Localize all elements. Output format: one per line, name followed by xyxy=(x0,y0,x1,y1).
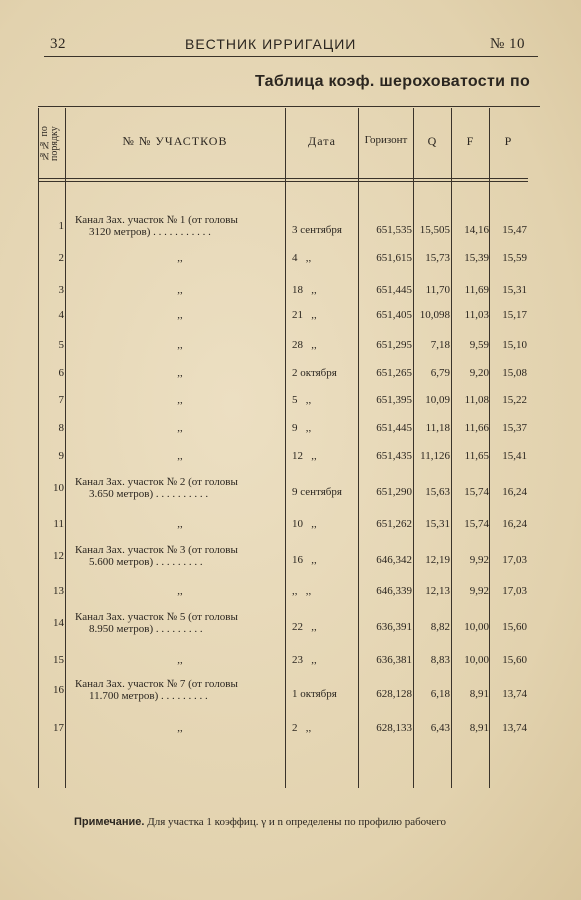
header-horizon: Горизонт xyxy=(364,134,408,146)
ditto-mark: ,, xyxy=(177,450,183,462)
section-description: Канал Зах. участок № 7 (от головы xyxy=(75,678,238,690)
q-cell: 8,83 xyxy=(430,654,450,666)
header-date: Дата xyxy=(308,134,336,148)
issue-number: № 10 xyxy=(490,36,526,52)
section-description-cont: 11.700 метров) . . . . . . . . . xyxy=(89,690,208,702)
table-title: Таблица коэф. шероховатости по xyxy=(255,73,531,90)
f-cell: 14,16 xyxy=(464,224,489,236)
row-number: 7 xyxy=(58,394,64,406)
f-cell: 15,74 xyxy=(464,486,489,498)
date-cell: 22 ,, xyxy=(292,621,317,633)
f-cell: 15,39 xyxy=(464,252,489,264)
p-cell: 13,74 xyxy=(502,688,527,700)
row-number: 10 xyxy=(53,482,64,494)
f-cell: 10,00 xyxy=(464,654,489,666)
f-cell: 9,92 xyxy=(469,554,489,566)
row-number: 6 xyxy=(58,367,64,379)
col-divider-3 xyxy=(358,108,359,788)
f-cell: 9,92 xyxy=(469,585,489,597)
p-cell: 13,74 xyxy=(502,722,527,734)
row-number: 15 xyxy=(53,654,64,666)
f-cell: 11,69 xyxy=(464,284,489,296)
f-cell: 11,03 xyxy=(464,309,489,321)
f-cell: 8,91 xyxy=(469,722,489,734)
row-number: 11 xyxy=(53,518,64,530)
header-rule xyxy=(44,56,538,57)
p-cell: 17,03 xyxy=(502,585,527,597)
journal-title: ВЕСТНИК ИРРИГАЦИИ xyxy=(185,36,357,52)
p-cell: 15,31 xyxy=(502,284,527,296)
date-cell: 18 ,, xyxy=(292,284,317,296)
date-cell: 3 сентября xyxy=(292,224,342,236)
row-number: 4 xyxy=(58,309,64,321)
q-cell: 8,82 xyxy=(430,621,450,633)
col-divider-6 xyxy=(489,108,490,788)
footnote xyxy=(74,816,446,828)
header-f: F xyxy=(466,134,475,148)
footnote-text: Для участка 1 коэффиц. γ и n определены по профилю рабочего xyxy=(147,816,447,828)
horizon-cell: 651,265 xyxy=(376,367,412,379)
q-cell: 6,79 xyxy=(430,367,450,379)
row-number: 8 xyxy=(58,422,64,434)
ditto-mark: ,, xyxy=(177,585,183,597)
table-header-rule-2 xyxy=(38,181,528,182)
p-cell: 17,03 xyxy=(502,554,527,566)
date-cell: 4 ,, xyxy=(292,252,312,264)
row-number: 1 xyxy=(58,220,64,232)
ditto-mark: ,, xyxy=(177,654,183,666)
f-cell: 8,91 xyxy=(469,688,489,700)
col-divider-1 xyxy=(65,108,66,788)
section-description: Канал Зах. участок № 1 (от головы xyxy=(75,214,238,226)
page-number: 32 xyxy=(50,36,66,52)
table-header-rule xyxy=(38,178,528,179)
ditto-mark: ,, xyxy=(177,339,183,351)
p-cell: 15,08 xyxy=(502,367,527,379)
q-cell: 12,13 xyxy=(425,585,450,597)
p-cell: 16,24 xyxy=(502,486,527,498)
horizon-cell: 651,435 xyxy=(376,450,412,462)
p-cell: 15,60 xyxy=(502,654,527,666)
header-sections: № № УЧАСТКОВ xyxy=(122,134,228,148)
col-divider-0 xyxy=(38,108,39,788)
ditto-mark: ,, xyxy=(177,394,183,406)
horizon-cell: 651,295 xyxy=(376,339,412,351)
f-cell: 11,66 xyxy=(464,422,489,434)
q-cell: 7,18 xyxy=(430,339,450,351)
horizon-cell: 646,342 xyxy=(376,554,412,566)
p-cell: 15,37 xyxy=(502,422,527,434)
header-row-number: №№ по порядку xyxy=(39,126,60,162)
row-number: 3 xyxy=(58,284,64,296)
date-cell: 9 ,, xyxy=(292,422,312,434)
ditto-mark: ,, xyxy=(177,518,183,530)
horizon-cell: 651,615 xyxy=(376,252,412,264)
p-cell: 16,24 xyxy=(502,518,527,530)
q-cell: 6,18 xyxy=(430,688,450,700)
q-cell: 15,505 xyxy=(419,224,450,236)
date-cell: 2 октября xyxy=(292,367,337,379)
date-cell: 5 ,, xyxy=(292,394,312,406)
section-description-cont: 8.950 метров) . . . . . . . . . xyxy=(89,623,203,635)
row-number: 12 xyxy=(53,550,64,562)
row-number: 2 xyxy=(58,252,64,264)
horizon-cell: 636,391 xyxy=(376,621,412,633)
p-cell: 15,22 xyxy=(502,394,527,406)
col-divider-4 xyxy=(413,108,414,788)
footnote-label: Примечание. xyxy=(74,816,145,828)
p-cell: 15,47 xyxy=(502,224,527,236)
row-number: 9 xyxy=(58,450,64,462)
horizon-cell: 651,405 xyxy=(376,309,412,321)
date-cell: 23 ,, xyxy=(292,654,317,666)
ditto-mark: ,, xyxy=(177,422,183,434)
q-cell: 6,43 xyxy=(430,722,450,734)
f-cell: 9,20 xyxy=(469,367,489,379)
horizon-cell: 628,133 xyxy=(376,722,412,734)
section-description: Канал Зах. участок № 2 (от головы xyxy=(75,476,238,488)
q-cell: 11,126 xyxy=(420,450,450,462)
horizon-cell: 636,381 xyxy=(376,654,412,666)
row-number: 16 xyxy=(53,684,64,696)
ditto-mark: ,, xyxy=(177,284,183,296)
p-cell: 15,17 xyxy=(502,309,527,321)
date-cell: 12 ,, xyxy=(292,450,317,462)
header-q: Q xyxy=(427,134,438,148)
ditto-mark: ,, xyxy=(177,252,183,264)
table-top-rule xyxy=(38,106,540,107)
f-cell: 9,59 xyxy=(469,339,489,351)
horizon-cell: 651,445 xyxy=(376,284,412,296)
header-p: P xyxy=(504,134,513,148)
horizon-cell: 651,445 xyxy=(376,422,412,434)
ditto-mark: ,, xyxy=(177,309,183,321)
horizon-cell: 651,535 xyxy=(376,224,412,236)
f-cell: 15,74 xyxy=(464,518,489,530)
q-cell: 11,18 xyxy=(425,422,450,434)
row-number: 14 xyxy=(53,617,64,629)
horizon-cell: 628,128 xyxy=(376,688,412,700)
row-number: 17 xyxy=(53,722,64,734)
date-cell: 1 октября xyxy=(292,688,337,700)
section-description: Канал Зах. участок № 5 (от головы xyxy=(75,611,238,623)
q-cell: 11,70 xyxy=(425,284,450,296)
f-cell: 10,00 xyxy=(464,621,489,633)
horizon-cell: 651,395 xyxy=(376,394,412,406)
ditto-mark: ,, xyxy=(177,722,183,734)
ditto-mark: ,, xyxy=(177,367,183,379)
date-cell: 21 ,, xyxy=(292,309,317,321)
section-description-cont: 3.650 метров) . . . . . . . . . . xyxy=(89,488,209,500)
section-description-cont: 3120 метров) . . . . . . . . . . . xyxy=(89,226,211,238)
section-description: Канал Зах. участок № 3 (от головы xyxy=(75,544,238,556)
p-cell: 15,60 xyxy=(502,621,527,633)
row-number: 13 xyxy=(53,585,64,597)
date-cell: 16 ,, xyxy=(292,554,317,566)
p-cell: 15,41 xyxy=(502,450,527,462)
date-cell: 2 ,, xyxy=(292,722,312,734)
date-cell: ,, ,, xyxy=(292,585,312,597)
row-number: 5 xyxy=(58,339,64,351)
date-cell: 28 ,, xyxy=(292,339,317,351)
date-cell: 9 сентября xyxy=(292,486,342,498)
q-cell: 15,31 xyxy=(425,518,450,530)
q-cell: 15,73 xyxy=(425,252,450,264)
p-cell: 15,59 xyxy=(502,252,527,264)
section-description-cont: 5.600 метров) . . . . . . . . . xyxy=(89,556,203,568)
q-cell: 10,098 xyxy=(419,309,450,321)
p-cell: 15,10 xyxy=(502,339,527,351)
horizon-cell: 651,262 xyxy=(376,518,412,530)
q-cell: 15,63 xyxy=(425,486,450,498)
date-cell: 10 ,, xyxy=(292,518,317,530)
q-cell: 12,19 xyxy=(425,554,450,566)
horizon-cell: 646,339 xyxy=(376,585,412,597)
f-cell: 11,65 xyxy=(464,450,489,462)
f-cell: 11,08 xyxy=(464,394,489,406)
col-divider-2 xyxy=(285,108,286,788)
q-cell: 10,09 xyxy=(425,394,450,406)
horizon-cell: 651,290 xyxy=(376,486,412,498)
col-divider-5 xyxy=(451,108,452,788)
